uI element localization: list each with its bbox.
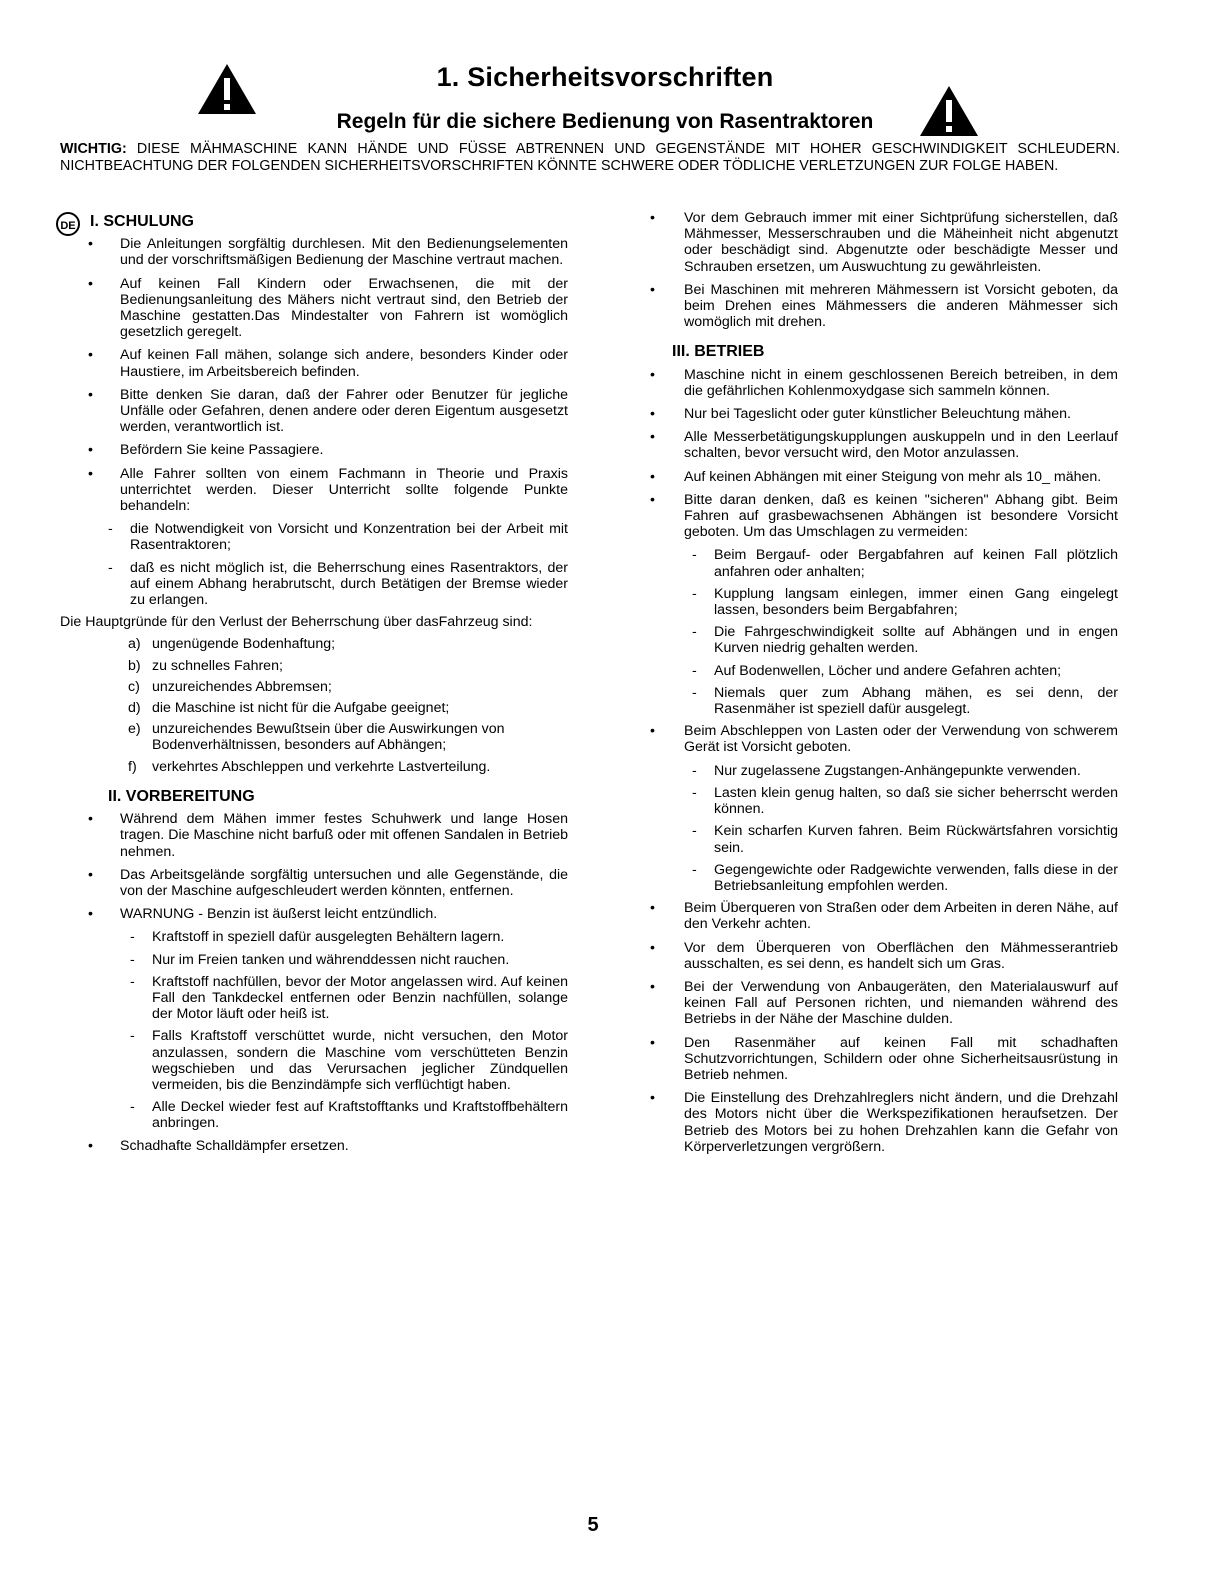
item-letter: b) [128, 657, 141, 674]
list-item: • Bei der Verwendung von Anbaugeräten, den Materialauswurf auf keinen Fall auf Personen richten, und niemanden während des Betriebs in der Nähe der Maschine dulden. [650, 979, 1118, 1028]
dash-list [60, 521, 568, 608]
list-item [60, 466, 568, 515]
item-text: die Maschine ist nicht für die Aufgabe geeignet; [152, 700, 450, 717]
list-item: - die Notwendigkeit von Vorsicht und Konzentration bei der Arbeit mit Rasentraktoren; [98, 521, 568, 553]
item-letter: e) [128, 721, 141, 738]
section-heading-schulung [60, 214, 568, 230]
warning-lead: WICHTIG: [60, 141, 127, 157]
list-item: - Beim Bergauf- oder Bergabfahren auf keinen Fall plötzlich anfahren oder anhalten; [684, 547, 1118, 579]
bullet-list [650, 900, 1118, 1155]
heading-text: I. SCHULUNG [90, 213, 194, 230]
list-item: • Befördern Sie keine Passagiere. [60, 442, 568, 458]
item-text: zu schnelles Fahren; [152, 657, 283, 674]
list-item: - Kein scharfen Kurven fahren. Beim Rückwärtsfahren vorsichtig sein. [684, 823, 1118, 855]
list-item: - Nur zugelassene Zugstangen-Anhängepunkte verwenden. [684, 763, 1118, 779]
item-text: ungenügende Bodenhaftung; [152, 636, 336, 653]
list-item: • Den Rasenmäher auf keinen Fall mit schadhaften Schutzvorrichtungen, Schildern oder ohne Sicherheitsausrüstung in Betrieb nehmen. [650, 1035, 1118, 1084]
list-item: • Beim Abschleppen von Lasten oder der Verwendung von schwerem Gerät ist Vorsicht geboten. [650, 723, 1118, 755]
list-item: - Gegengewichte oder Radgewichte verwenden, falls diese in der Betriebsanleitung empfohlen werden. [684, 862, 1118, 894]
section-heading-vorbereitung: II. VORBEREITUNG [108, 787, 255, 805]
item-letter: f) [128, 758, 137, 775]
page-title: 1. Sicherheitsvorschriften [436, 62, 774, 92]
language-badge: DE [56, 212, 80, 236]
list-item: - Niemals quer zum Abhang mähen, es sei denn, der Rasenmäher ist speziell dafür ausgelegt. [684, 685, 1118, 717]
bullet-list [650, 723, 1118, 755]
list-item: - Die Fahrgeschwindigkeit sollte auf Abhängen und in engen Kurven niedrig gehalten werden. [684, 624, 1118, 656]
item-letter: a) [128, 636, 141, 653]
list-item: • Nur bei Tageslicht oder guter künstlicher Beleuchtung mähen. [650, 406, 1118, 422]
list-item: - Alle Deckel wieder fest auf Kraftstofftanks und Kraftstoffbehältern anbringen. [120, 1099, 568, 1131]
list-item: - Kupplung langsam einlegen, immer einen Gang eingelegt lassen, besonders beim Bergabfahren; [684, 586, 1118, 618]
important-warning [60, 141, 1120, 174]
bullet-list [60, 1138, 568, 1154]
list-item: - daß es nicht möglich ist, die Beherrschung eines Rasentraktors, der auf einem Abhang herabrutscht, durch Betätigen der Bremse wieder zu erlangen. [98, 560, 568, 609]
list-item [60, 759, 568, 775]
list-item: - Lasten klein genug halten, so daß sie sicher beherrscht werden können. [684, 785, 1118, 817]
bullet-list [650, 367, 1118, 541]
list-item: - Nur im Freien tanken und währenddessen nicht rauchen. [120, 952, 568, 968]
right-column [650, 210, 1118, 1162]
warning-text: DIESE MÄHMASCHINE KANN HÄNDE UND FÜSSE ABTRENNEN UND GEGENSTÄNDE MIT HOHER GESCHWINDIGKEIT SCHLEUDERN. NICHTBEACHTUNG DER FOLGENDEN SICHERHEITSVORSCHRIFTEN KÖNNTE SCHWERE ODER TÖDLICHE VERLETZUNGEN ZUR FOLGE HABEN. [60, 141, 1120, 174]
item-letter: d) [128, 700, 141, 717]
dash-list [682, 547, 1118, 717]
item-text: unzureichendes Bewußtsein über die Auswirkungen von Bodenverhältnissen, besonders auf Abhängen; [152, 721, 505, 754]
list-item: • Vor dem Gebrauch immer mit einer Sichtprüfung sicherstellen, daß Mähmesser, Messerschrauben und die Mäheinheit nicht abgenutzt oder beschädigt sind. Abgenutzte oder beschädigte Messer und Schrauben ersetzen, um Auswuchtung zu gewährleisten. [650, 210, 1118, 275]
list-item-text: Alle Fahrer sollten von einem Fachmann in Theorie und Praxis unterrichtet werden. Dieser Unterricht sollte folgende Punkte behandeln: [120, 465, 568, 515]
list-item: • Das Arbeitsgelände sorgfältig untersuchen und alle Gegenstände, die von der Maschine aufgeschleudert werden könnten, entfernen. [60, 867, 568, 899]
list-item: • Bei Maschinen mit mehreren Mähmessern ist Vorsicht geboten, da beim Drehen eines Mähmessers die anderen Mähmesser sich womöglich mit drehen. [650, 282, 1118, 331]
reasons-intro: Die Hauptgründe für den Verlust der Beherrschung über dasFahrzeug sind: [60, 614, 533, 631]
list-item: • Alle Messerbetätigungskupplungen auskuppeln und in den Leerlauf schalten, bevor versucht wird, den Motor anzulassen. [650, 429, 1118, 461]
item-text: unzureichendes Abbremsen; [152, 678, 332, 695]
list-item [60, 721, 568, 753]
dash-list [682, 763, 1118, 894]
list-item: - Auf Bodenwellen, Löcher und andere Gefahren achten; [684, 663, 1118, 679]
list-item: • WARNUNG - Benzin ist äußerst leicht entzündlich. [60, 906, 568, 922]
page-subtitle: Regeln für die sichere Bedienung von Rasentraktoren [336, 110, 874, 133]
list-item: • Die Anleitungen sorgfältig durchlesen. Mit den Bedienungselementen und der vorschriftsmäßigen Bedienung der Maschine vertraut machen. [60, 236, 568, 268]
list-item [60, 679, 568, 695]
letter-list [60, 636, 568, 774]
list-item: • Maschine nicht in einem geschlossenen Bereich betreiben, in dem die gefährlichen Kohlenmoxydgase sich sammeln können. [650, 367, 1118, 399]
left-column [60, 210, 568, 1161]
list-item: • Vor dem Überqueren von Oberflächen den Mähmesserantrieb ausschalten, es sei denn, es handelt sich um Gras. [650, 940, 1118, 972]
item-text: verkehrtes Abschleppen und verkehrte Lastverteilung. [152, 758, 491, 775]
bullet-list [60, 811, 568, 922]
bullet-list [60, 236, 568, 514]
section-heading-betrieb: III. BETRIEB [672, 343, 765, 361]
list-item [60, 636, 568, 652]
list-item: • Auf keinen Fall mähen, solange sich andere, besonders Kinder oder Haustiere, im Arbeitsbereich befinden. [60, 347, 568, 379]
list-item: • Die Einstellung des Drehzahlreglers nicht ändern, und die Drehzahl des Motors nicht über die Werkspezifikationen heraufsetzen. Der Betrieb des Motors bei zu hohen Drehzahlen kann die Gefahr von Körperverletzungen vergrößern. [650, 1090, 1118, 1155]
page-number: 5 [587, 1514, 599, 1536]
bullet-list [650, 210, 1118, 330]
list-item: • Beim Überqueren von Straßen oder dem Arbeiten in deren Nähe, auf den Verkehr achten. [650, 900, 1118, 932]
list-item [60, 658, 568, 674]
list-item [60, 700, 568, 716]
list-item: - Falls Kraftstoff verschüttet wurde, nicht versuchen, den Motor anzulassen, sondern die Maschine vom verschütteten Benzin wegschieben und das Verursachen jeglicher Zündquellen vermeiden, bis die Benzindämpfe sich verflüchtigt haben. [120, 1028, 568, 1093]
dash-list [82, 929, 568, 1131]
list-item: • Auf keinen Fall Kindern oder Erwachsenen, die mit der Bedienungsanleitung des Mähers nicht vertraut sind, den Betrieb der Maschine gestatten.Das Mindestalter von Fahrern ist womöglich gesetzlich geregelt. [60, 276, 568, 341]
list-item: - Kraftstoff in speziell dafür ausgelegten Behältern lagern. [120, 929, 568, 945]
list-item: - Kraftstoff nachfüllen, bevor der Motor angelassen wird. Auf keinen Fall den Tankdeckel entfernen oder Benzin nachfüllen, solange der Motor läuft oder heiß ist. [120, 974, 568, 1023]
list-item: • Während dem Mähen immer festes Schuhwerk und lange Hosen tragen. Die Maschine nicht barfuß oder mit offenen Sandalen in Betrieb nehmen. [60, 811, 568, 860]
item-letter: c) [128, 678, 140, 695]
list-item: • Auf keinen Abhängen mit einer Steigung von mehr als 10_ mähen. [650, 469, 1118, 485]
list-item: • Schadhafte Schalldämpfer ersetzen. [60, 1138, 568, 1154]
list-item: • Bitte daran denken, daß es keinen "sicheren" Abhang gibt. Beim Fahren auf grasbewachsenen Abhängen ist besondere Vorsicht geboten. Um das Umschlagen zu vermeiden: [650, 492, 1118, 541]
list-item: • Bitte denken Sie daran, daß der Fahrer oder Benutzer für jegliche Unfälle oder Gefahren, denen andere oder deren Eigentum ausgesetzt werden, verantwortlich ist. [60, 387, 568, 436]
